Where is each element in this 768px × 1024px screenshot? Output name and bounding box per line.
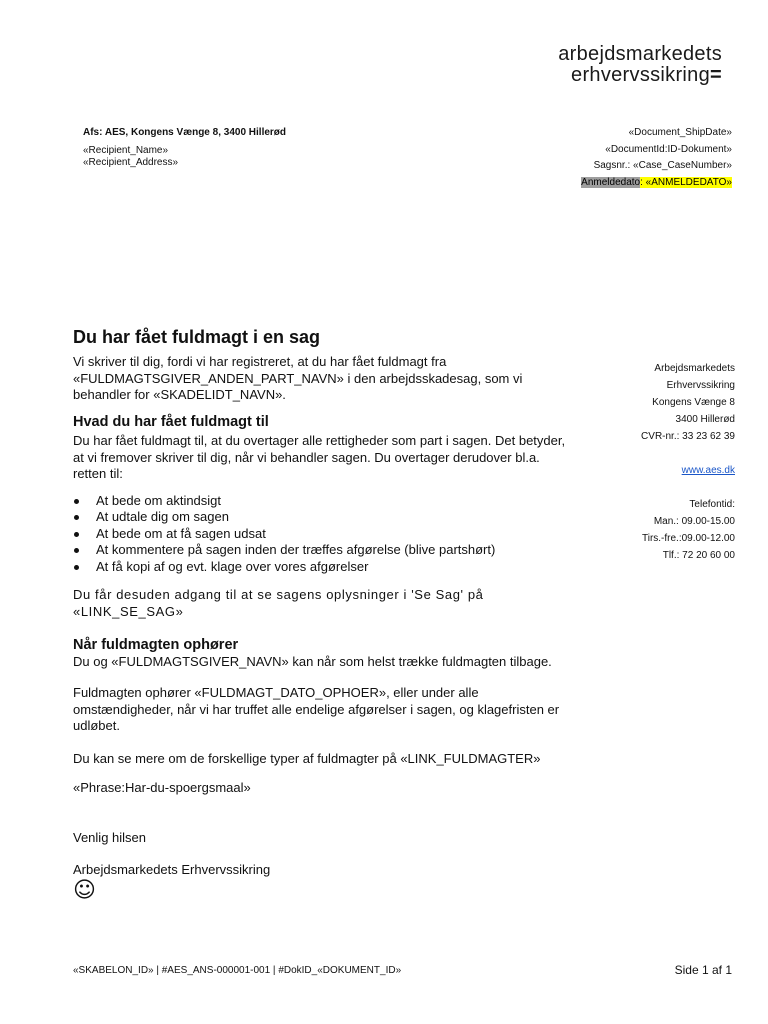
phrase-placeholder: «Phrase:Har-du-spoergsmaal» bbox=[73, 780, 251, 795]
contact-phone: Tlf.: 72 20 60 00 bbox=[662, 550, 735, 561]
hours-tue-fri: Tirs.-fre.:09.00-12.00 bbox=[641, 533, 735, 544]
document-ship-date: «Document_ShipDate» bbox=[628, 127, 732, 138]
sender-line: Afs: AES, Kongens Vænge 8, 3400 Hillerød bbox=[83, 127, 287, 138]
list-item: At bede om at få sagen udsat bbox=[73, 526, 568, 543]
logo-text: erhvervssikring bbox=[571, 64, 711, 86]
recipient-name: «Recipient_Name» bbox=[83, 145, 169, 156]
contact-org-line-1: Arbejdsmarkedets bbox=[654, 363, 735, 374]
anmeldedato-value: «ANMELDEDATO» bbox=[642, 176, 732, 188]
section-heading-rights: Hvad du har fået fuldmagt til bbox=[73, 413, 269, 430]
contact-website-row bbox=[641, 462, 735, 479]
list-item: At få kopi af og evt. klage over vores afgørelser bbox=[73, 559, 568, 576]
rights-list bbox=[73, 493, 568, 576]
intro-paragraph: Vi skriver til dig, fordi vi har registreret, at du har fået fuldmagt fra «FULDMAGTSGIVER_ANDEN_PART_NAVN» i den arbejdsskadesag, som vi behandler for «SKADELIDT_NAVN». bbox=[73, 354, 523, 402]
contact-city: 3400 Hillerød bbox=[675, 414, 735, 425]
website-link[interactable]: www.aes.dk bbox=[681, 465, 735, 476]
se-sag-note: Du får desuden adgang til at se sagens oplysninger i 'Se Sag' på «LINK_SE_SAG» bbox=[73, 587, 484, 619]
recipient-block bbox=[83, 145, 178, 169]
expiry-paragraph-1: Du og «FULDMAGTSGIVER_NAVN» kan når som helst trække fuldmagten tilbage. bbox=[73, 653, 552, 669]
fuldmagter-link-paragraph: Du kan se mere om de forskellige typer af fuldmagter på «LINK_FULDMAGTER» bbox=[73, 750, 541, 766]
logo-mark: = bbox=[710, 64, 722, 86]
letter-body bbox=[73, 354, 568, 903]
page-number: Side 1 af 1 bbox=[674, 963, 732, 977]
list-item: At bede om aktindsigt bbox=[73, 493, 568, 510]
smiley-icon: ☺ bbox=[73, 877, 96, 903]
recipient-address: «Recipient_Address» bbox=[83, 157, 179, 168]
anmeldedato-colon: : bbox=[640, 176, 643, 188]
section-heading-expiry: Når fuldmagten ophører bbox=[73, 637, 239, 653]
logo-line-2 bbox=[558, 65, 722, 86]
closing: Venlig hilsen bbox=[73, 829, 146, 845]
contact-street: Kongens Vænge 8 bbox=[652, 397, 735, 408]
aes-logo bbox=[558, 44, 722, 86]
anmeldedato-label: Anmeldedato bbox=[581, 176, 641, 188]
contact-block bbox=[641, 360, 735, 564]
phone-hours-label: Telefontid: bbox=[689, 499, 735, 510]
list-item: At kommentere på sagen inden der træffes afgørelse (blive partshørt) bbox=[73, 542, 568, 559]
contact-cvr: CVR-nr.: 33 23 62 39 bbox=[641, 431, 735, 442]
footer-template-ref: «SKABELON_ID» | #AES_ANS-000001-001 | #DokID_«DOKUMENT_ID» bbox=[73, 965, 402, 976]
document-id: «DocumentId:ID-Dokument» bbox=[605, 143, 732, 155]
case-number: Sagsnr.: «Case_CaseNumber» bbox=[593, 160, 732, 171]
expiry-paragraph-2: Fuldmagten ophører «FULDMAGT_DATO_OPHOER», eller under alle omstændigheder, når vi har truffet alle endelige afgørelser i sagen, og klagefristen er udløbet. bbox=[73, 685, 560, 733]
document-meta bbox=[581, 125, 732, 191]
hours-monday: Man.: 09.00-15.00 bbox=[653, 516, 735, 527]
rights-paragraph: Du har fået fuldmagt til, at du overtager alle rettigheder som part i sagen. Det betyder, at vi fremover skriver til dig, når vi behandler sagen. Du overtager derudover bl.a. retten til: bbox=[73, 433, 566, 481]
signature: Arbejdsmarkedets Erhvervssikring bbox=[73, 862, 271, 877]
letter-title: Du har fået fuldmagt i en sag bbox=[73, 327, 321, 347]
anmeldedato-row bbox=[581, 175, 732, 192]
list-item: At udtale dig om sagen bbox=[73, 509, 568, 526]
contact-org-line-2: Erhvervssikring bbox=[666, 380, 735, 391]
logo-line-1: arbejdsmarkedets bbox=[558, 43, 722, 65]
